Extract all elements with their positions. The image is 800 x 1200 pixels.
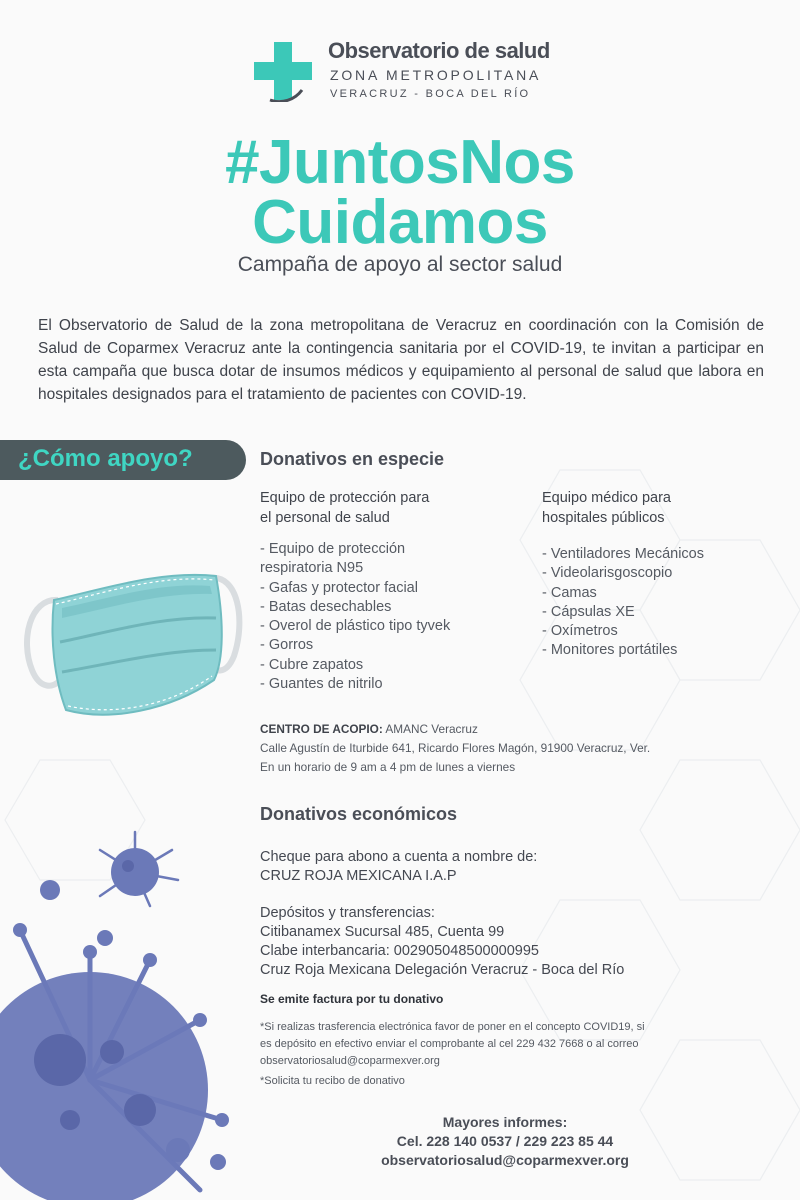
economic-title: Donativos económicos bbox=[260, 804, 458, 824]
list-item: - Camas bbox=[542, 584, 597, 601]
how-to-help-label: ¿Cómo apoyo? bbox=[18, 445, 193, 472]
virus-icon bbox=[0, 820, 250, 1200]
cheque-name: CRUZ ROJA MEXICANA I.A.P bbox=[260, 868, 457, 884]
collection-center-hours: En un horario de 9 am a 4 pm de lunes a viernes bbox=[260, 760, 516, 774]
transfer-note-line-2: es depósito en efectivo enviar el comprobante al cel 229 432 7668 o al correo bbox=[260, 1038, 639, 1050]
deposit-block bbox=[260, 904, 624, 980]
list-item: - Gorros bbox=[260, 637, 314, 654]
transfer-note-line-3: observatoriosalud@coparmexver.org bbox=[260, 1055, 440, 1067]
deposit-label: Depósitos y transferencias: bbox=[260, 905, 435, 921]
col2-heading-line-1: Equipo médico para bbox=[542, 490, 671, 506]
list-item: - Overol de plástico tipo tyvek bbox=[260, 618, 451, 635]
org-title: Observatorio de salud bbox=[328, 38, 550, 63]
hashtag-line-2: Cuidamos bbox=[252, 188, 548, 257]
list-item: - Monitores portátiles bbox=[542, 642, 678, 659]
col1-heading-line-1: Equipo de protección para bbox=[260, 490, 430, 506]
list-item: - Oxímetros bbox=[542, 623, 618, 640]
cheque-label: Cheque para abono a cuenta a nombre de: bbox=[260, 849, 538, 865]
collection-center bbox=[260, 720, 650, 777]
list-item: - Ventiladores Mecánicos bbox=[542, 546, 704, 562]
collection-center-name: AMANC Veracruz bbox=[382, 722, 478, 736]
col1-heading bbox=[260, 488, 429, 528]
collection-center-label: CENTRO DE ACOPIO: bbox=[260, 722, 383, 736]
how-to-help-pill bbox=[0, 440, 246, 480]
deposit-clabe: Clabe interbancaria: 002905048500000995 bbox=[260, 943, 539, 959]
in-kind-title: Donativos en especie bbox=[260, 449, 445, 469]
collection-center-heading bbox=[260, 720, 650, 739]
list-item: - Videolarisgoscopio bbox=[542, 565, 673, 582]
list-item: - Cápsulas XE bbox=[542, 603, 635, 620]
medical-equipment-list bbox=[542, 545, 704, 661]
list-item: - Gafas y protector facial bbox=[260, 579, 418, 596]
list-item: - Guantes de nitrilo bbox=[260, 676, 383, 693]
intro-paragraph: El Observatorio de Salud de la zona metropolitana de Veracruz en coordinación con la Comisión de Salud de Coparmex Veracruz ante la contingencia sanitaria por el COVID-19, te invitan a participar en esta campaña que busca dotar de insumos médicos y equipamiento al personal de salud que labora en hospitales designados para el tratamiento de pacientes con COVID-19. bbox=[38, 317, 764, 403]
hashtag-line-1: #JuntosNos bbox=[225, 128, 575, 197]
list-item: - Equipo de protección bbox=[260, 541, 406, 557]
campaign-tagline: Campaña de apoyo al sector salud bbox=[237, 253, 563, 276]
protection-list bbox=[260, 540, 450, 694]
face-mask-icon bbox=[10, 560, 250, 730]
contact-phones: Cel. 228 140 0537 / 229 223 85 44 bbox=[396, 1133, 614, 1149]
deposit-holder: Cruz Roja Mexicana Delegación Veracruz - Boca del Río bbox=[260, 962, 625, 978]
transfer-note bbox=[260, 1019, 645, 1070]
col1-heading-line-2: el personal de salud bbox=[260, 510, 390, 526]
org-location: VERACRUZ - BOCA DEL RÍO bbox=[330, 88, 531, 100]
contact-email[interactable]: observatoriosalud@coparmexver.org bbox=[381, 1152, 629, 1168]
list-item: respiratoria N95 bbox=[260, 560, 364, 577]
deposit-bank: Citibanamex Sucursal 485, Cuenta 99 bbox=[260, 924, 505, 940]
col2-heading-line-2: hospitales públicos bbox=[542, 510, 665, 526]
medical-cross-icon bbox=[252, 40, 314, 102]
logo bbox=[252, 34, 562, 104]
collection-center-address: Calle Agustín de Iturbide 641, Ricardo Flores Magón, 91900 Veracruz, Ver. bbox=[260, 741, 651, 755]
invoice-notice: Se emite factura por tu donativo bbox=[260, 992, 444, 1006]
receipt-note: *Solicita tu recibo de donativo bbox=[260, 1075, 405, 1087]
transfer-note-line-1: *Si realizas trasferencia electrónica favor de poner en el concepto COVID19, si bbox=[260, 1021, 645, 1033]
cheque-block bbox=[260, 848, 537, 886]
list-item: - Cubre zapatos bbox=[260, 656, 364, 673]
org-subtitle: ZONA METROPOLITANA bbox=[330, 67, 542, 83]
col2-heading bbox=[542, 488, 671, 528]
contact-title: Mayores informes: bbox=[442, 1114, 568, 1130]
list-item: - Batas desechables bbox=[260, 598, 392, 615]
